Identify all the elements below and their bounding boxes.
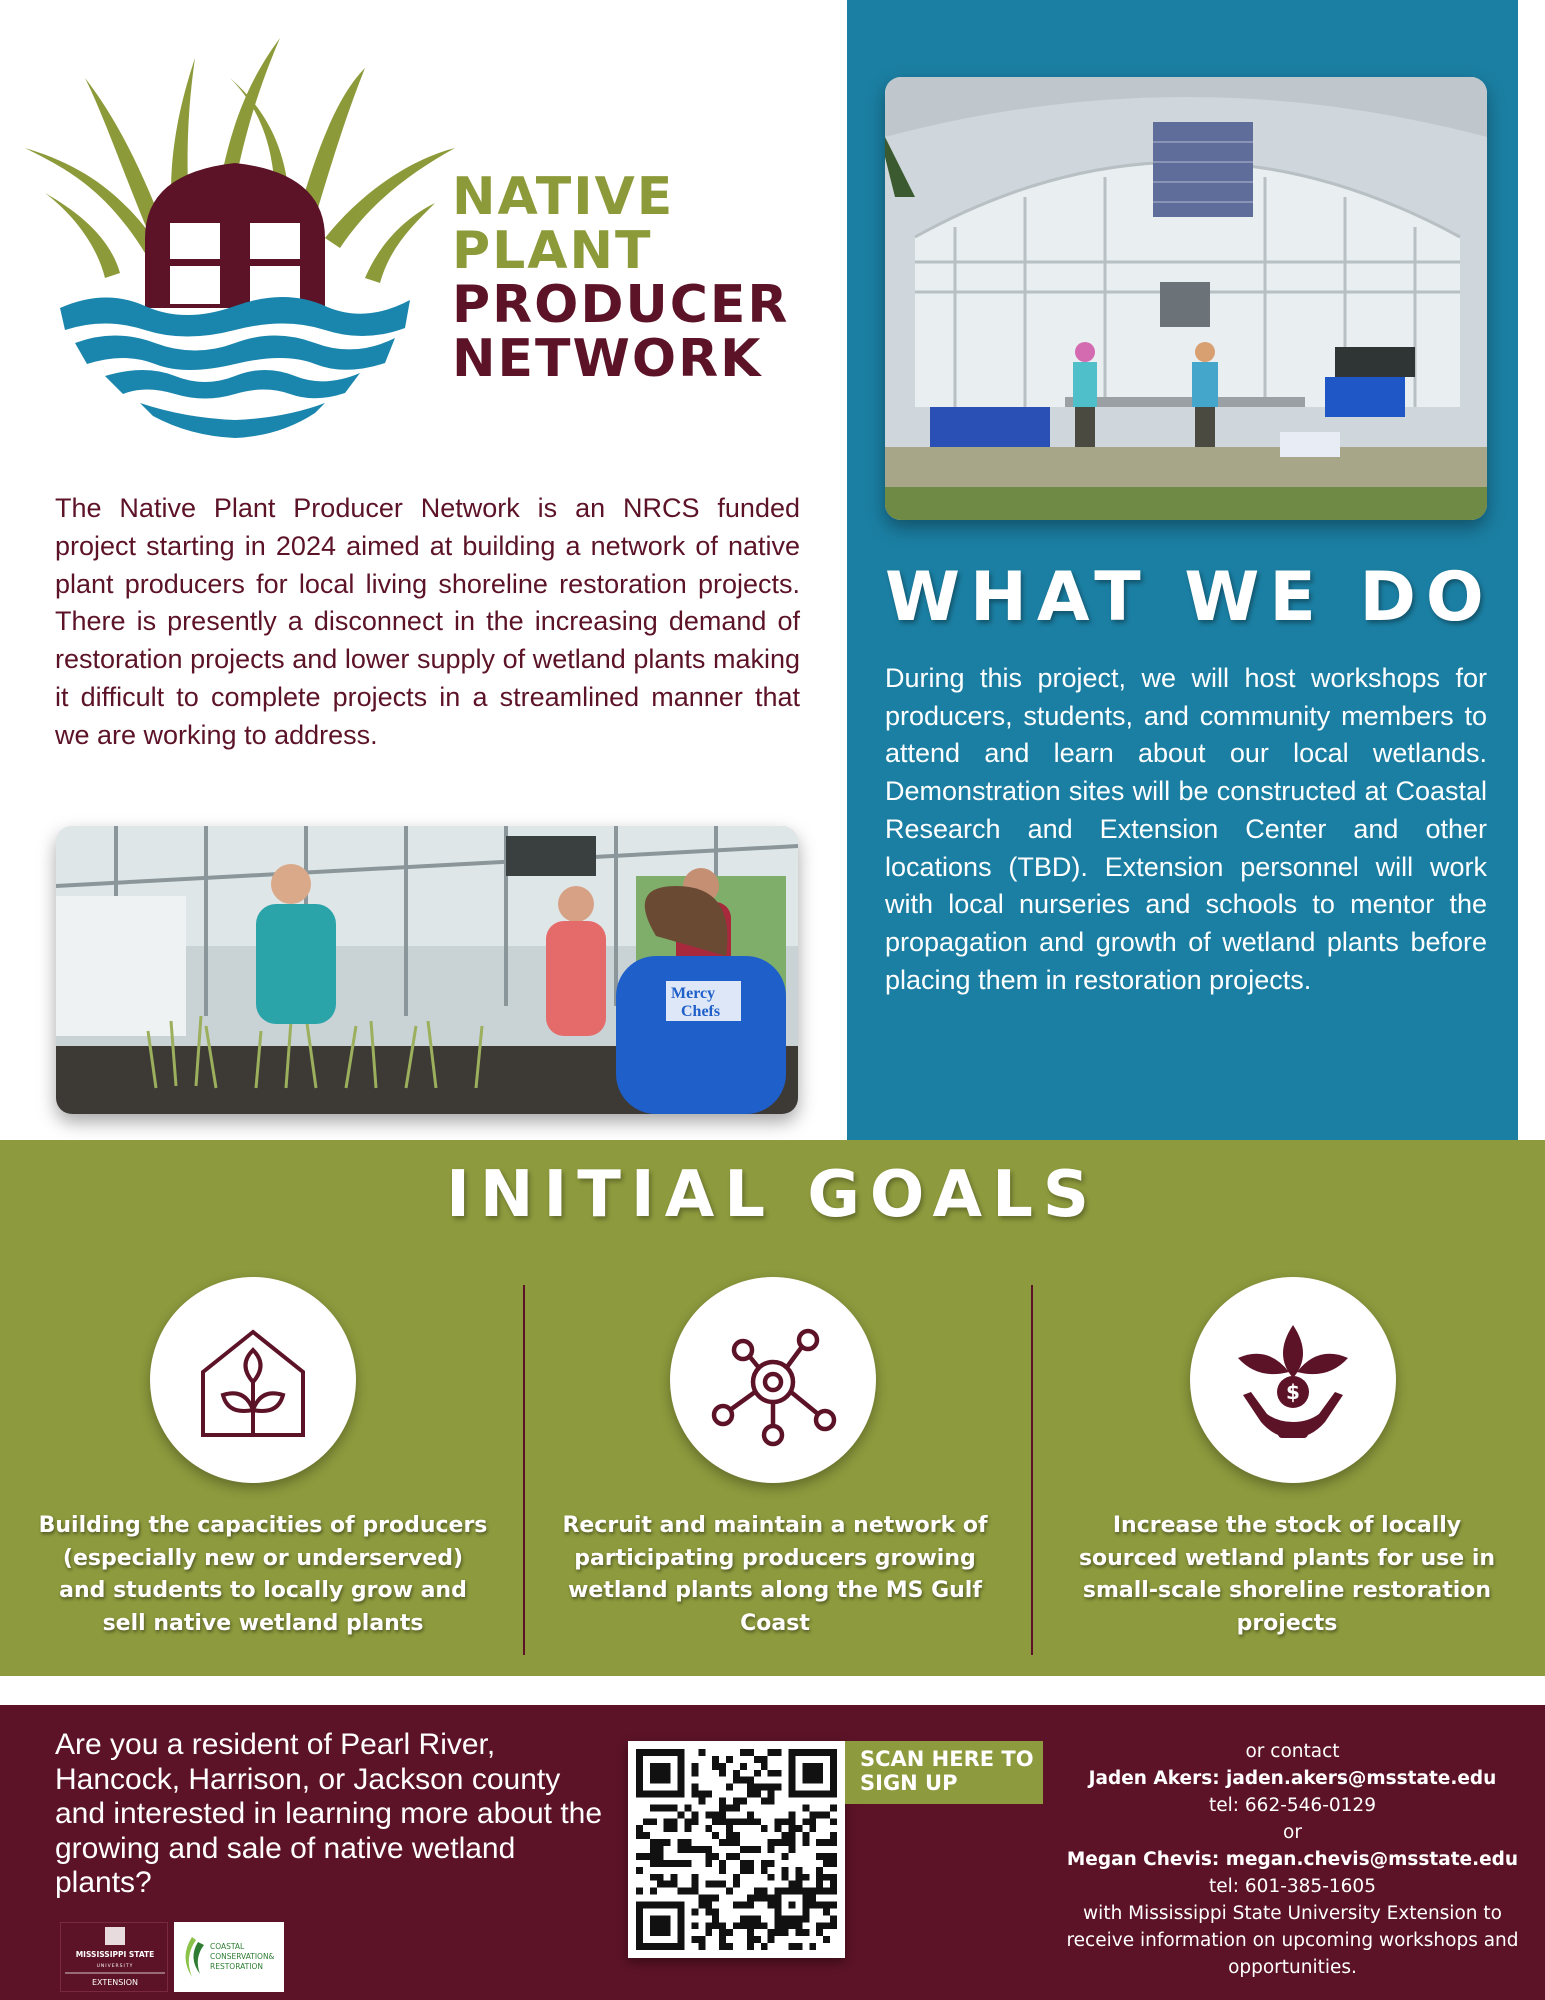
signup-qr-code[interactable] — [628, 1741, 845, 1958]
cc-coastal: COASTAL — [210, 1942, 245, 1951]
coastal-conservation-logo — [174, 1922, 284, 1992]
goal-1-icon-circle — [150, 1277, 356, 1483]
contact-closing: with Mississippi State University Extension to receive information on upcoming workshops and opportunities. — [1066, 1903, 1519, 1978]
scan-to-sign-up-label: SCAN HERE TO SIGN UP — [845, 1741, 1043, 1804]
goal-2-text: Recruit and maintain a network of participating producers growing wetland plants along the MS Gulf Coast — [562, 1513, 988, 1636]
msu-extension-logo — [60, 1922, 168, 1992]
contact-megan-phone: tel: 601-385-1605 — [1209, 1876, 1376, 1897]
msu-university: UNIVERSITY — [96, 1964, 134, 1969]
contact-jaden-akers[interactable]: Jaden Akers: jaden.akers@msstate.edu — [1088, 1768, 1497, 1789]
goal-3-text: Increase the stock of locally sourced wetland plants for use in small-scale shoreline restoration projects — [1078, 1513, 1496, 1636]
contact-intro: or contact — [1245, 1741, 1340, 1762]
hoop-greenhouse-photo — [885, 77, 1487, 520]
logo-word-producer: PRODUCER — [452, 275, 790, 335]
cc-conservation: CONSERVATION& — [210, 1952, 275, 1961]
contact-jaden-phone: tel: 662-546-0129 — [1209, 1795, 1376, 1816]
shirt-text-line2: Chefs — [681, 1003, 721, 1020]
msu-name: MISSISSIPPI STATE — [75, 1950, 155, 1959]
qr-code-pattern — [636, 1749, 837, 1950]
msu-extension: EXTENSION — [91, 1978, 139, 1987]
logo-word-network: NETWORK — [452, 329, 763, 389]
logo-wordmark — [452, 167, 790, 389]
what-we-do-title: WHAT WE DO — [885, 558, 1494, 637]
shirt-text-line1: Mercy — [671, 985, 716, 1002]
contact-or: or — [1283, 1822, 1302, 1843]
logo-word-plant: PLANT — [452, 221, 653, 281]
cc-restoration: RESTORATION — [210, 1962, 263, 1971]
network-logo — [25, 38, 465, 448]
money-plant-hands-icon — [1223, 1310, 1363, 1450]
goal-2-icon-circle — [670, 1277, 876, 1483]
initial-goals-title: INITIAL GOALS — [446, 1158, 1099, 1232]
contact-megan-chevis[interactable]: Megan Chevis: megan.chevis@msstate.edu — [1066, 1849, 1519, 1870]
greenhouse-sprout-icon — [183, 1310, 323, 1450]
logo-word-native: NATIVE — [452, 167, 675, 227]
intro-paragraph: The Native Plant Producer Network is an NRCS funded project starting in 2024 aimed at building a network of native plant producers for local living shoreline restoration projects. There is presently a disconnect in the increasing demand of restoration projects and lower supply of wetland plants making it difficult to complete projects in a streamlined manner that we are working to address. — [55, 493, 800, 750]
contact-info — [1065, 1738, 1520, 1981]
network-hub-icon — [703, 1310, 843, 1450]
what-we-do-body: During this project, we will host workshops for producers, students, and community members to attend and learn about our local wetlands. Demonstration sites will be constructed at Coastal Research and Extension Center and other locations (TBD). Extension personnel will work with local nurseries and schools to mentor the propagation and growth of wetland plants before placing them in restoration projects. — [885, 663, 1487, 995]
dollar-sign-glyph: $ — [1286, 1380, 1300, 1404]
greenhouse-workers-photo — [56, 826, 798, 1114]
goal-divider — [523, 1285, 525, 1655]
goal-3-icon-circle — [1190, 1277, 1396, 1483]
resident-question: Are you a resident of Pearl River, Hancock, Harrison, or Jackson county and interested in learning more about the growing and sale of native wetland plants? — [55, 1728, 603, 1899]
goal-divider — [1031, 1285, 1033, 1655]
goal-1-text: Building the capacities of producers (especially new or underserved) and students to locally grow and sell native wetland plants — [38, 1513, 488, 1636]
